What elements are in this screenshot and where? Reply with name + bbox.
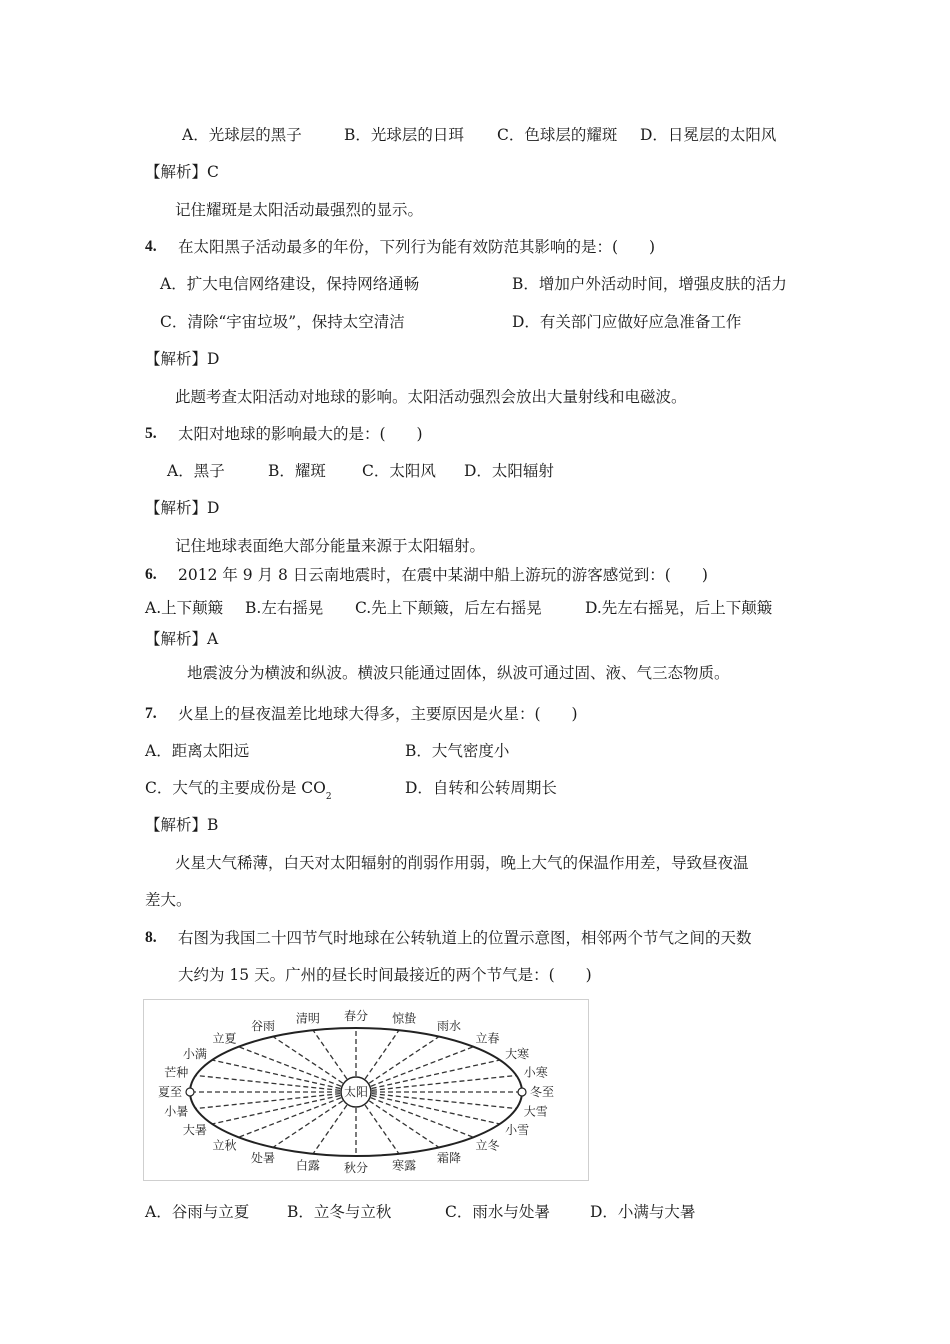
solar-term-label: 小寒	[523, 1065, 548, 1080]
solar-term-label: 冬至	[529, 1085, 555, 1099]
solar-term-label: 谷雨	[250, 1019, 276, 1034]
q6-option-a: A.上下颠簸	[145, 599, 224, 617]
q7-option-c	[145, 778, 332, 801]
orbit-spoke	[356, 1092, 473, 1137]
q7-option-a: A．距离太阳远	[145, 742, 250, 760]
q8-option-b: B．立冬与立秋	[287, 1203, 392, 1221]
q6-number: 6.	[145, 566, 157, 583]
q5-stem: 太阳对地球的影响最大的是：( )	[178, 425, 423, 443]
solar-term-label: 大雪	[523, 1104, 548, 1119]
solar-term-label: 寒露	[392, 1158, 417, 1173]
q8-option-d: D．小满与大暑	[590, 1203, 696, 1221]
q6-explanation: 地震波分为横波和纵波。横波只能通过固体，纵波可通过固、液、气三态物质。	[187, 664, 730, 682]
q7-option-b: B．大气密度小	[405, 742, 510, 760]
q8-stem-line1: 右图为我国二十四节气时地球在公转轨道上的位置示意图，相邻两个节气之间的天数	[178, 929, 752, 947]
solar-term-label: 小满	[182, 1047, 207, 1061]
sun-label: 太阳	[343, 1085, 369, 1099]
q7-option-c-subscript: 2	[325, 792, 332, 802]
solar-term-label: 雨水	[436, 1019, 462, 1034]
q7-explanation-line2: 差大。	[145, 891, 192, 909]
q7-explanation-line1: 火星大气稀薄，白天对太阳辐射的削弱作用弱，晚上大气的保温作用差，导致昼夜温	[175, 854, 749, 872]
solar-term-label: 芒种	[164, 1065, 189, 1080]
q5-number: 5.	[145, 425, 157, 442]
q6-option-d: D.先左右摇晃，后上下颠簸	[585, 599, 773, 617]
q8-option-c: C．雨水与处暑	[445, 1203, 550, 1221]
orbit-spoke	[356, 1092, 516, 1109]
solar-term-label: 惊蛰	[392, 1011, 417, 1026]
q4-option-b: B．增加户外活动时间，增强皮肤的活力	[512, 275, 787, 293]
solar-term-label: 立夏	[212, 1031, 237, 1046]
q6-option-c: C.先上下颠簸，后左右摇晃	[355, 599, 542, 617]
orbit-spoke	[196, 1075, 356, 1092]
q7-number: 7.	[145, 705, 157, 722]
q8-stem-line2: 大约为 15 天。广州的昼长时间最接近的两个节气是：( )	[178, 966, 592, 984]
solar-term-label: 小暑	[164, 1104, 189, 1119]
solar-term-label: 秋分	[343, 1161, 369, 1175]
q6-stem: 2012 年 9 月 8 日云南地震时，在震中某湖中船上游玩的游客感觉到：( )	[178, 566, 708, 584]
q5-analysis-label: 【解析】D	[145, 499, 220, 517]
orbit-spoke	[356, 1047, 473, 1092]
solar-term-label: 春分	[343, 1009, 369, 1023]
q5-option-a: A．黑子	[167, 462, 225, 480]
q3-option-d: D．日冕层的太阳风	[640, 126, 777, 144]
orbit-spoke	[356, 1075, 516, 1092]
q7-analysis-label: 【解析】B	[145, 816, 219, 834]
solar-term-label: 大暑	[182, 1123, 207, 1137]
q3-analysis-label: 【解析】C	[145, 163, 219, 181]
solar-term-label: 大寒	[505, 1047, 530, 1061]
q7-option-d: D．自转和公转周期长	[405, 779, 557, 797]
q4-number: 4.	[145, 238, 157, 255]
solar-terms-orbit-diagram	[143, 999, 589, 1181]
orbit-svg	[144, 1000, 588, 1180]
solar-term-label: 夏至	[157, 1085, 183, 1099]
q5-option-d: D．太阳辐射	[464, 462, 554, 480]
q4-explanation: 此题考查太阳活动对地球的影响。太阳活动强烈会放出大量射线和电磁波。	[175, 388, 687, 406]
q3-explanation: 记住耀斑是太阳活动最强烈的显示。	[175, 201, 424, 219]
earth-left-marker	[186, 1088, 194, 1096]
solar-term-label: 小雪	[505, 1123, 530, 1137]
q3-option-b: B．光球层的日珥	[344, 126, 464, 144]
q3-option-a: A．光球层的黑子	[182, 126, 302, 144]
solar-term-label: 霜降	[436, 1150, 462, 1165]
orbit-spoke	[196, 1092, 356, 1109]
q4-option-a: A．扩大电信网络建设，保持网络通畅	[160, 275, 420, 293]
q4-stem: 在太阳黑子活动最多的年份，下列行为能有效防范其影响的是：( )	[178, 238, 656, 256]
solar-term-label: 立冬	[475, 1138, 500, 1153]
q4-option-d: D．有关部门应做好应急准备工作	[512, 313, 742, 331]
orbit-spoke	[239, 1047, 356, 1092]
q3-option-c: C．色球层的耀斑	[497, 126, 618, 144]
solar-term-label: 白露	[295, 1158, 320, 1173]
q5-option-b: B．耀斑	[268, 462, 326, 480]
solar-term-label: 立秋	[212, 1138, 237, 1153]
orbit-spoke	[239, 1092, 356, 1137]
q7-option-c-text: C．大气的主要成份是 CO	[145, 779, 326, 797]
q5-explanation: 记住地球表面绝大部分能量来源于太阳辐射。	[175, 537, 486, 555]
q4-analysis-label: 【解析】D	[145, 350, 220, 368]
solar-term-label: 立春	[475, 1031, 500, 1046]
q4-option-c: C．清除“宇宙垃圾”，保持太空清洁	[160, 313, 405, 331]
q7-stem: 火星上的昼夜温差比地球大得多，主要原因是火星：( )	[178, 705, 578, 723]
q8-option-a: A．谷雨与立夏	[145, 1203, 250, 1221]
earth-right-marker	[518, 1088, 526, 1096]
q6-analysis-label: 【解析】A	[145, 630, 219, 648]
solar-term-label: 清明	[295, 1011, 320, 1026]
q8-number: 8.	[145, 929, 157, 946]
q5-option-c: C．太阳风	[362, 462, 436, 480]
q6-option-b: B.左右摇晃	[245, 599, 324, 617]
solar-term-label: 处暑	[250, 1150, 276, 1165]
